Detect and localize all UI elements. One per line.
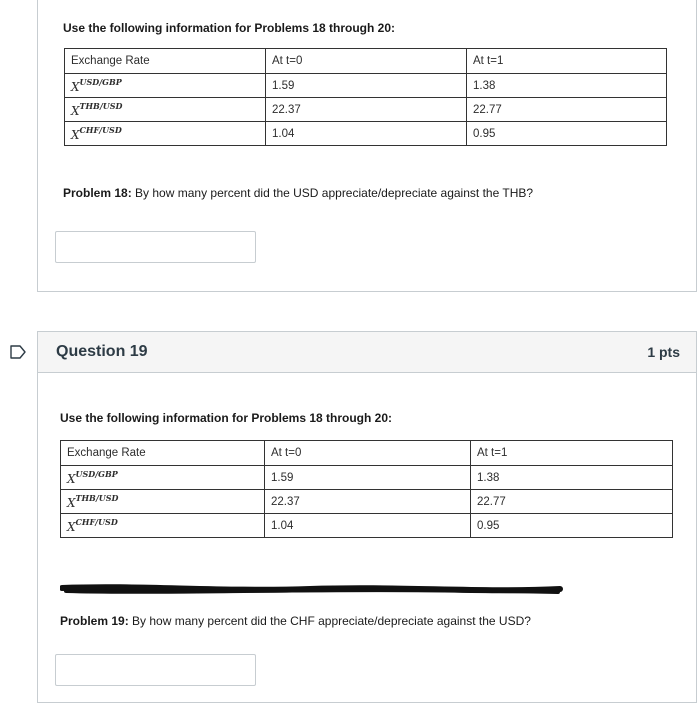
header-exchange-rate: Exchange Rate xyxy=(65,49,266,74)
table-row xyxy=(65,122,667,146)
table-header-row xyxy=(65,49,667,74)
table-header-row xyxy=(61,441,673,466)
question-19-answer-input[interactable] xyxy=(55,654,256,686)
question-19-rate-table xyxy=(60,440,673,538)
rate-t1: 1.38 xyxy=(467,74,667,98)
rate-t1: 1.38 xyxy=(471,466,673,490)
table-row xyxy=(61,490,673,514)
header-t1: At t=1 xyxy=(467,49,667,74)
question-18-intro: Use the following information for Problems 18 through 20: xyxy=(63,21,396,35)
question-19-problem: Problem 19: By how many percent did the CHF appreciate/depreciate against the USD? xyxy=(60,614,531,628)
redaction-scribble xyxy=(60,583,565,597)
question-19-intro: Use the following information for Problems 18 through 20: xyxy=(60,411,393,425)
rate-t1: 22.77 xyxy=(471,490,673,514)
question-18-rate-table xyxy=(64,48,667,146)
rate-t1: 0.95 xyxy=(467,122,667,146)
question-19-header xyxy=(38,332,696,373)
rate-symbol: $X^{USD/GBP}$ xyxy=(61,466,265,490)
table-row xyxy=(61,514,673,538)
rate-t0: 1.59 xyxy=(265,466,471,490)
rate-t0: 1.04 xyxy=(266,122,467,146)
question-18-answer-input[interactable] xyxy=(55,231,256,263)
table-row xyxy=(65,98,667,122)
rate-symbol: $X^{THB/USD}$ xyxy=(65,98,266,122)
header-t0: At t=0 xyxy=(266,49,467,74)
rate-symbol: $X^{CHF/USD}$ xyxy=(61,514,265,538)
rate-symbol: $X^{CHF/USD}$ xyxy=(65,122,266,146)
rate-t1: 0.95 xyxy=(471,514,673,538)
rate-symbol: $X^{USD/GBP}$ xyxy=(65,74,266,98)
flag-question-icon[interactable] xyxy=(10,345,26,359)
table-row xyxy=(61,466,673,490)
question-title: Question 19 xyxy=(56,343,148,360)
header-t1: At t=1 xyxy=(471,441,673,466)
rate-symbol: $X^{THB/USD}$ xyxy=(61,490,265,514)
rate-t0: 22.37 xyxy=(266,98,467,122)
rate-t0: 22.37 xyxy=(265,490,471,514)
question-18-problem: Problem 18: By how many percent did the USD appreciate/depreciate against the THB? xyxy=(63,186,534,200)
rate-t0: 1.04 xyxy=(265,514,471,538)
table-row xyxy=(65,74,667,98)
header-t0: At t=0 xyxy=(265,441,471,466)
rate-t1: 22.77 xyxy=(467,98,667,122)
question-points: 1 pts xyxy=(647,344,680,360)
rate-t0: 1.59 xyxy=(266,74,467,98)
header-exchange-rate: Exchange Rate xyxy=(61,441,265,466)
